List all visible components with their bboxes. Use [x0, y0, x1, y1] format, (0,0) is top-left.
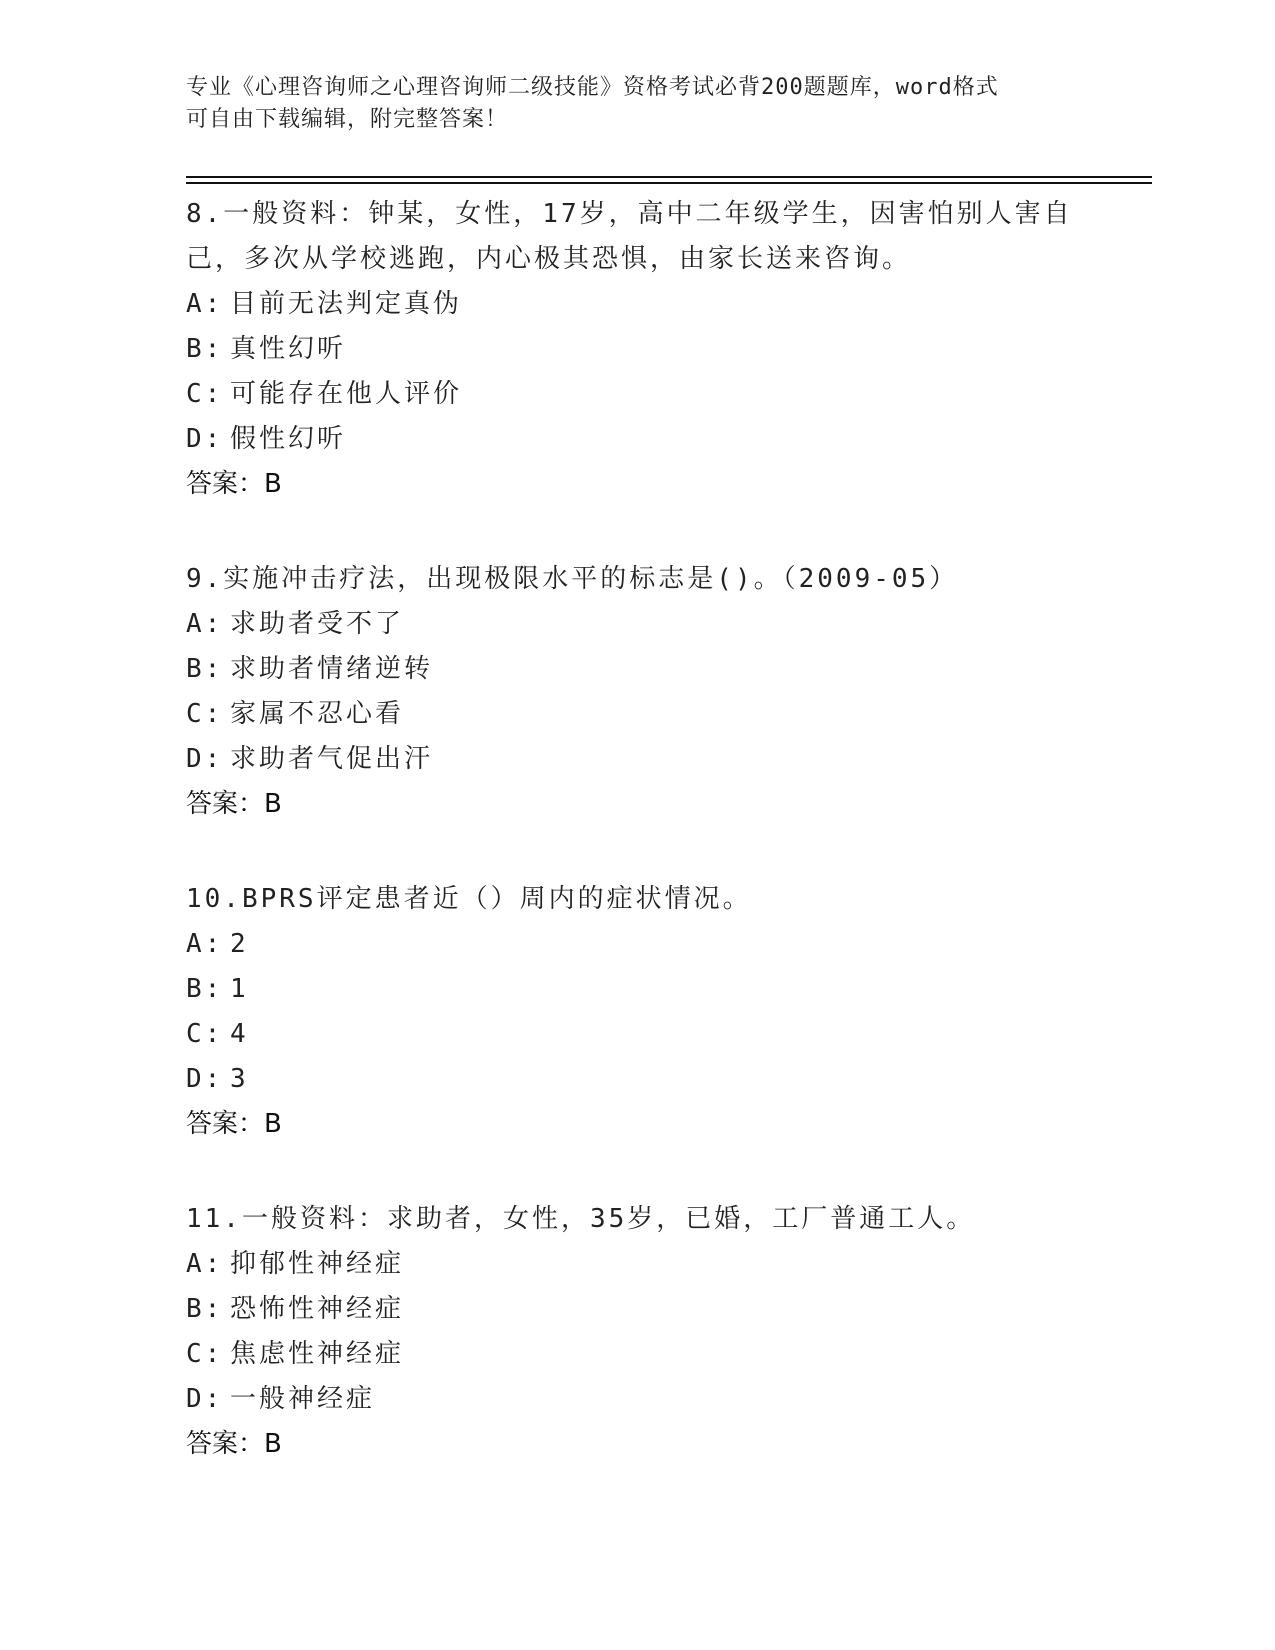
option-value: 4	[230, 1019, 249, 1049]
question-11	[186, 1195, 1086, 1467]
option-key: A:	[186, 929, 224, 959]
question-10	[186, 875, 1086, 1147]
option-value: 抑郁性神经症	[230, 1249, 405, 1279]
option-key: B:	[186, 974, 224, 1004]
question-list	[186, 190, 1086, 1515]
option-key: D:	[186, 1064, 224, 1094]
option-key: D:	[186, 424, 224, 454]
question-text: 8.一般资料：钟某，女性，17岁，高中二年级学生，因害怕别人害自己，多次从学校逃跑，内心极其恐惧，由家长送来咨询。	[186, 199, 1073, 274]
option-key: D:	[186, 1384, 224, 1414]
option-value: 一般神经症	[230, 1384, 376, 1414]
option-value: 家属不忍心看	[230, 699, 405, 729]
question-text: 9.实施冲击疗法，出现极限水平的标志是()。（2009-05）	[186, 564, 959, 594]
option-value: 可能存在他人评价	[230, 379, 463, 409]
option-key: A:	[186, 1249, 224, 1279]
option-key: C:	[186, 1019, 224, 1049]
option-c	[186, 692, 1086, 737]
header-divider-top	[186, 176, 1152, 178]
option-value: 求助者受不了	[230, 609, 405, 639]
option-key: C:	[186, 1339, 224, 1369]
header-line-2: 可自由下载编辑，附完整答案！	[186, 107, 509, 132]
option-value: 求助者气促出汗	[230, 744, 434, 774]
option-c	[186, 1012, 1086, 1057]
option-value: 2	[230, 929, 249, 959]
option-value: 真性幻听	[230, 334, 347, 364]
option-a	[186, 282, 1086, 327]
header-divider-bottom	[186, 182, 1152, 184]
option-value: 3	[230, 1064, 249, 1094]
answer-line: 答案：B	[186, 1109, 282, 1139]
option-b	[186, 967, 1086, 1012]
option-a	[186, 602, 1086, 647]
document-header	[186, 72, 1066, 136]
option-key: B:	[186, 334, 224, 364]
option-key: A:	[186, 289, 224, 319]
option-key: B:	[186, 1294, 224, 1324]
answer-line: 答案：B	[186, 1429, 282, 1459]
answer-line: 答案：B	[186, 469, 282, 499]
option-d	[186, 1377, 1086, 1422]
option-d	[186, 737, 1086, 782]
option-value: 目前无法判定真伪	[230, 289, 463, 319]
option-value: 焦虑性神经症	[230, 1339, 405, 1369]
option-value: 1	[230, 974, 249, 1004]
option-value: 假性幻听	[230, 424, 347, 454]
question-text: 11.一般资料：求助者，女性，35岁，已婚，工厂普通工人。	[186, 1204, 976, 1234]
option-c	[186, 372, 1086, 417]
option-b	[186, 1287, 1086, 1332]
question-8	[186, 190, 1086, 507]
option-key: B:	[186, 654, 224, 684]
option-c	[186, 1332, 1086, 1377]
answer-line: 答案：B	[186, 789, 282, 819]
option-a	[186, 922, 1086, 967]
option-a	[186, 1242, 1086, 1287]
header-line-1: 专业《心理咨询师之心理咨询师二级技能》资格考试必背200题题库，word格式	[186, 75, 999, 100]
question-text: 10.BPRS评定患者近（）周内的症状情况。	[186, 884, 752, 914]
option-d	[186, 1057, 1086, 1102]
option-value: 恐怖性神经症	[230, 1294, 405, 1324]
option-key: D:	[186, 744, 224, 774]
option-b	[186, 647, 1086, 692]
option-key: C:	[186, 379, 224, 409]
option-d	[186, 417, 1086, 462]
question-9	[186, 555, 1086, 827]
option-value: 求助者情绪逆转	[230, 654, 434, 684]
option-key: A:	[186, 609, 224, 639]
option-b	[186, 327, 1086, 372]
option-key: C:	[186, 699, 224, 729]
